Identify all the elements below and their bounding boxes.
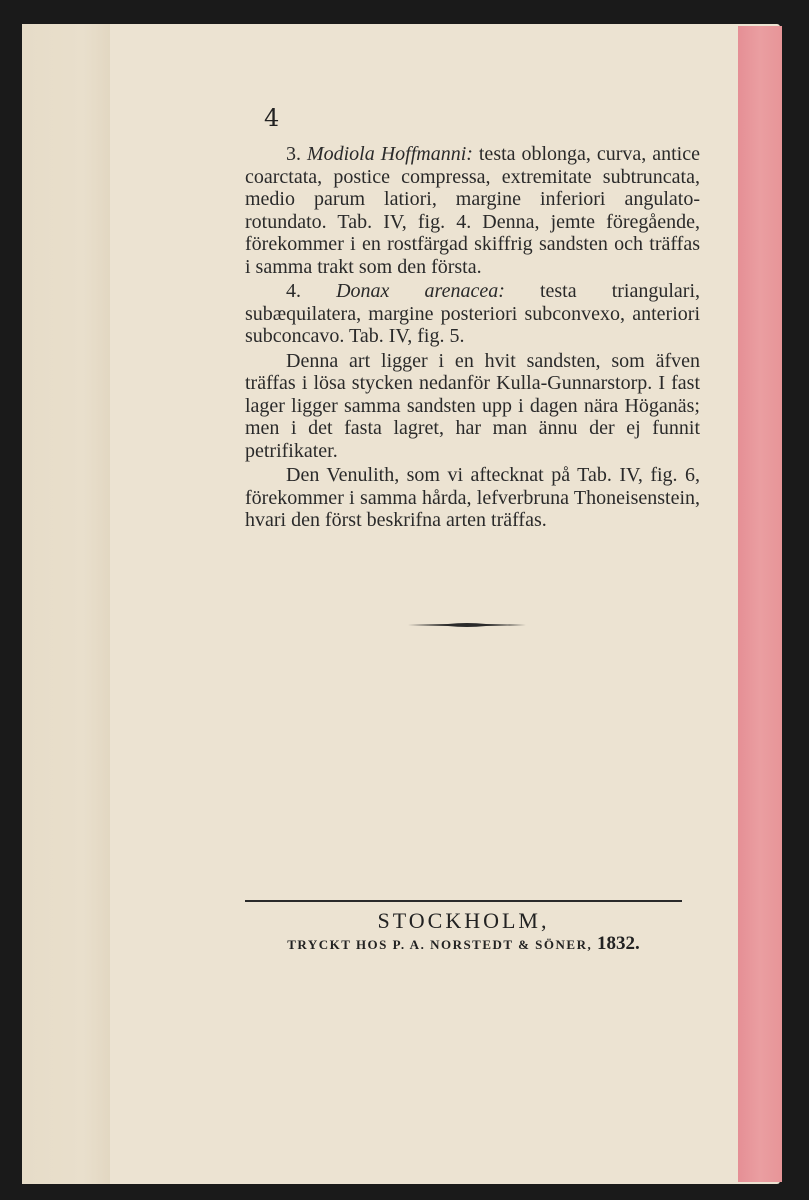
- imprint-year: 1832.: [596, 933, 640, 954]
- paragraph-2-prefix: 4.: [286, 280, 337, 302]
- paragraph-1-species: Modiola Hoffmanni:: [306, 143, 473, 165]
- ornamental-rule: [408, 622, 526, 628]
- imprint-printer-name: TRYCKT HOS P. A. NORSTEDT & SÖNER,: [287, 937, 593, 952]
- paragraph-3: [245, 350, 700, 463]
- imprint-printer: [245, 933, 682, 955]
- paper-fold: [22, 24, 110, 1184]
- page-number: 4: [264, 104, 280, 132]
- paragraph-2-text: testa triangulari, subæquilatera, margine posteriori subconvexo, anteriori subconcavo. Tab. IV, fig. 5.: [245, 280, 701, 347]
- pink-page-edge: [738, 26, 782, 1182]
- paragraph-1: [245, 143, 700, 278]
- paragraph-4: [245, 464, 700, 532]
- paragraph-2: [245, 280, 700, 348]
- paragraph-1-text: testa oblonga, curva, antice coarctata, postice compressa, extremitate subtruncata, medio parum latiori, margine inferiori angulato-rotundato. Tab. IV, fig. 4. Denna, jemte föregående, förekommer i en rostfärgad skiffrig sandsten och träffas i samma trakt som den första.: [245, 143, 700, 278]
- imprint-city: STOCKHOLM,: [377, 908, 550, 933]
- paragraph-2-species: Donax arenacea:: [336, 280, 505, 302]
- paragraph-1-prefix: 3.: [286, 143, 307, 165]
- body-text: [245, 143, 700, 534]
- paragraph-3-text: Denna art ligger i en hvit sandsten, som äfven träffas i lösa stycken nedanför Kulla-Gunnarstorp. I fast lager ligger samma sandsten upp i dagen nära Höganäs; men i det fasta lagret, har man ännu der ej funnit petrifikater.: [245, 349, 700, 462]
- paragraph-4-text: Den Venulith, som vi aftecknat på Tab. IV, fig. 6, förekommer i samma hårda, lefverbruna Thoneisenstein, hvari den först beskrifna arten träffas.: [245, 464, 700, 531]
- imprint-rule: [245, 900, 682, 902]
